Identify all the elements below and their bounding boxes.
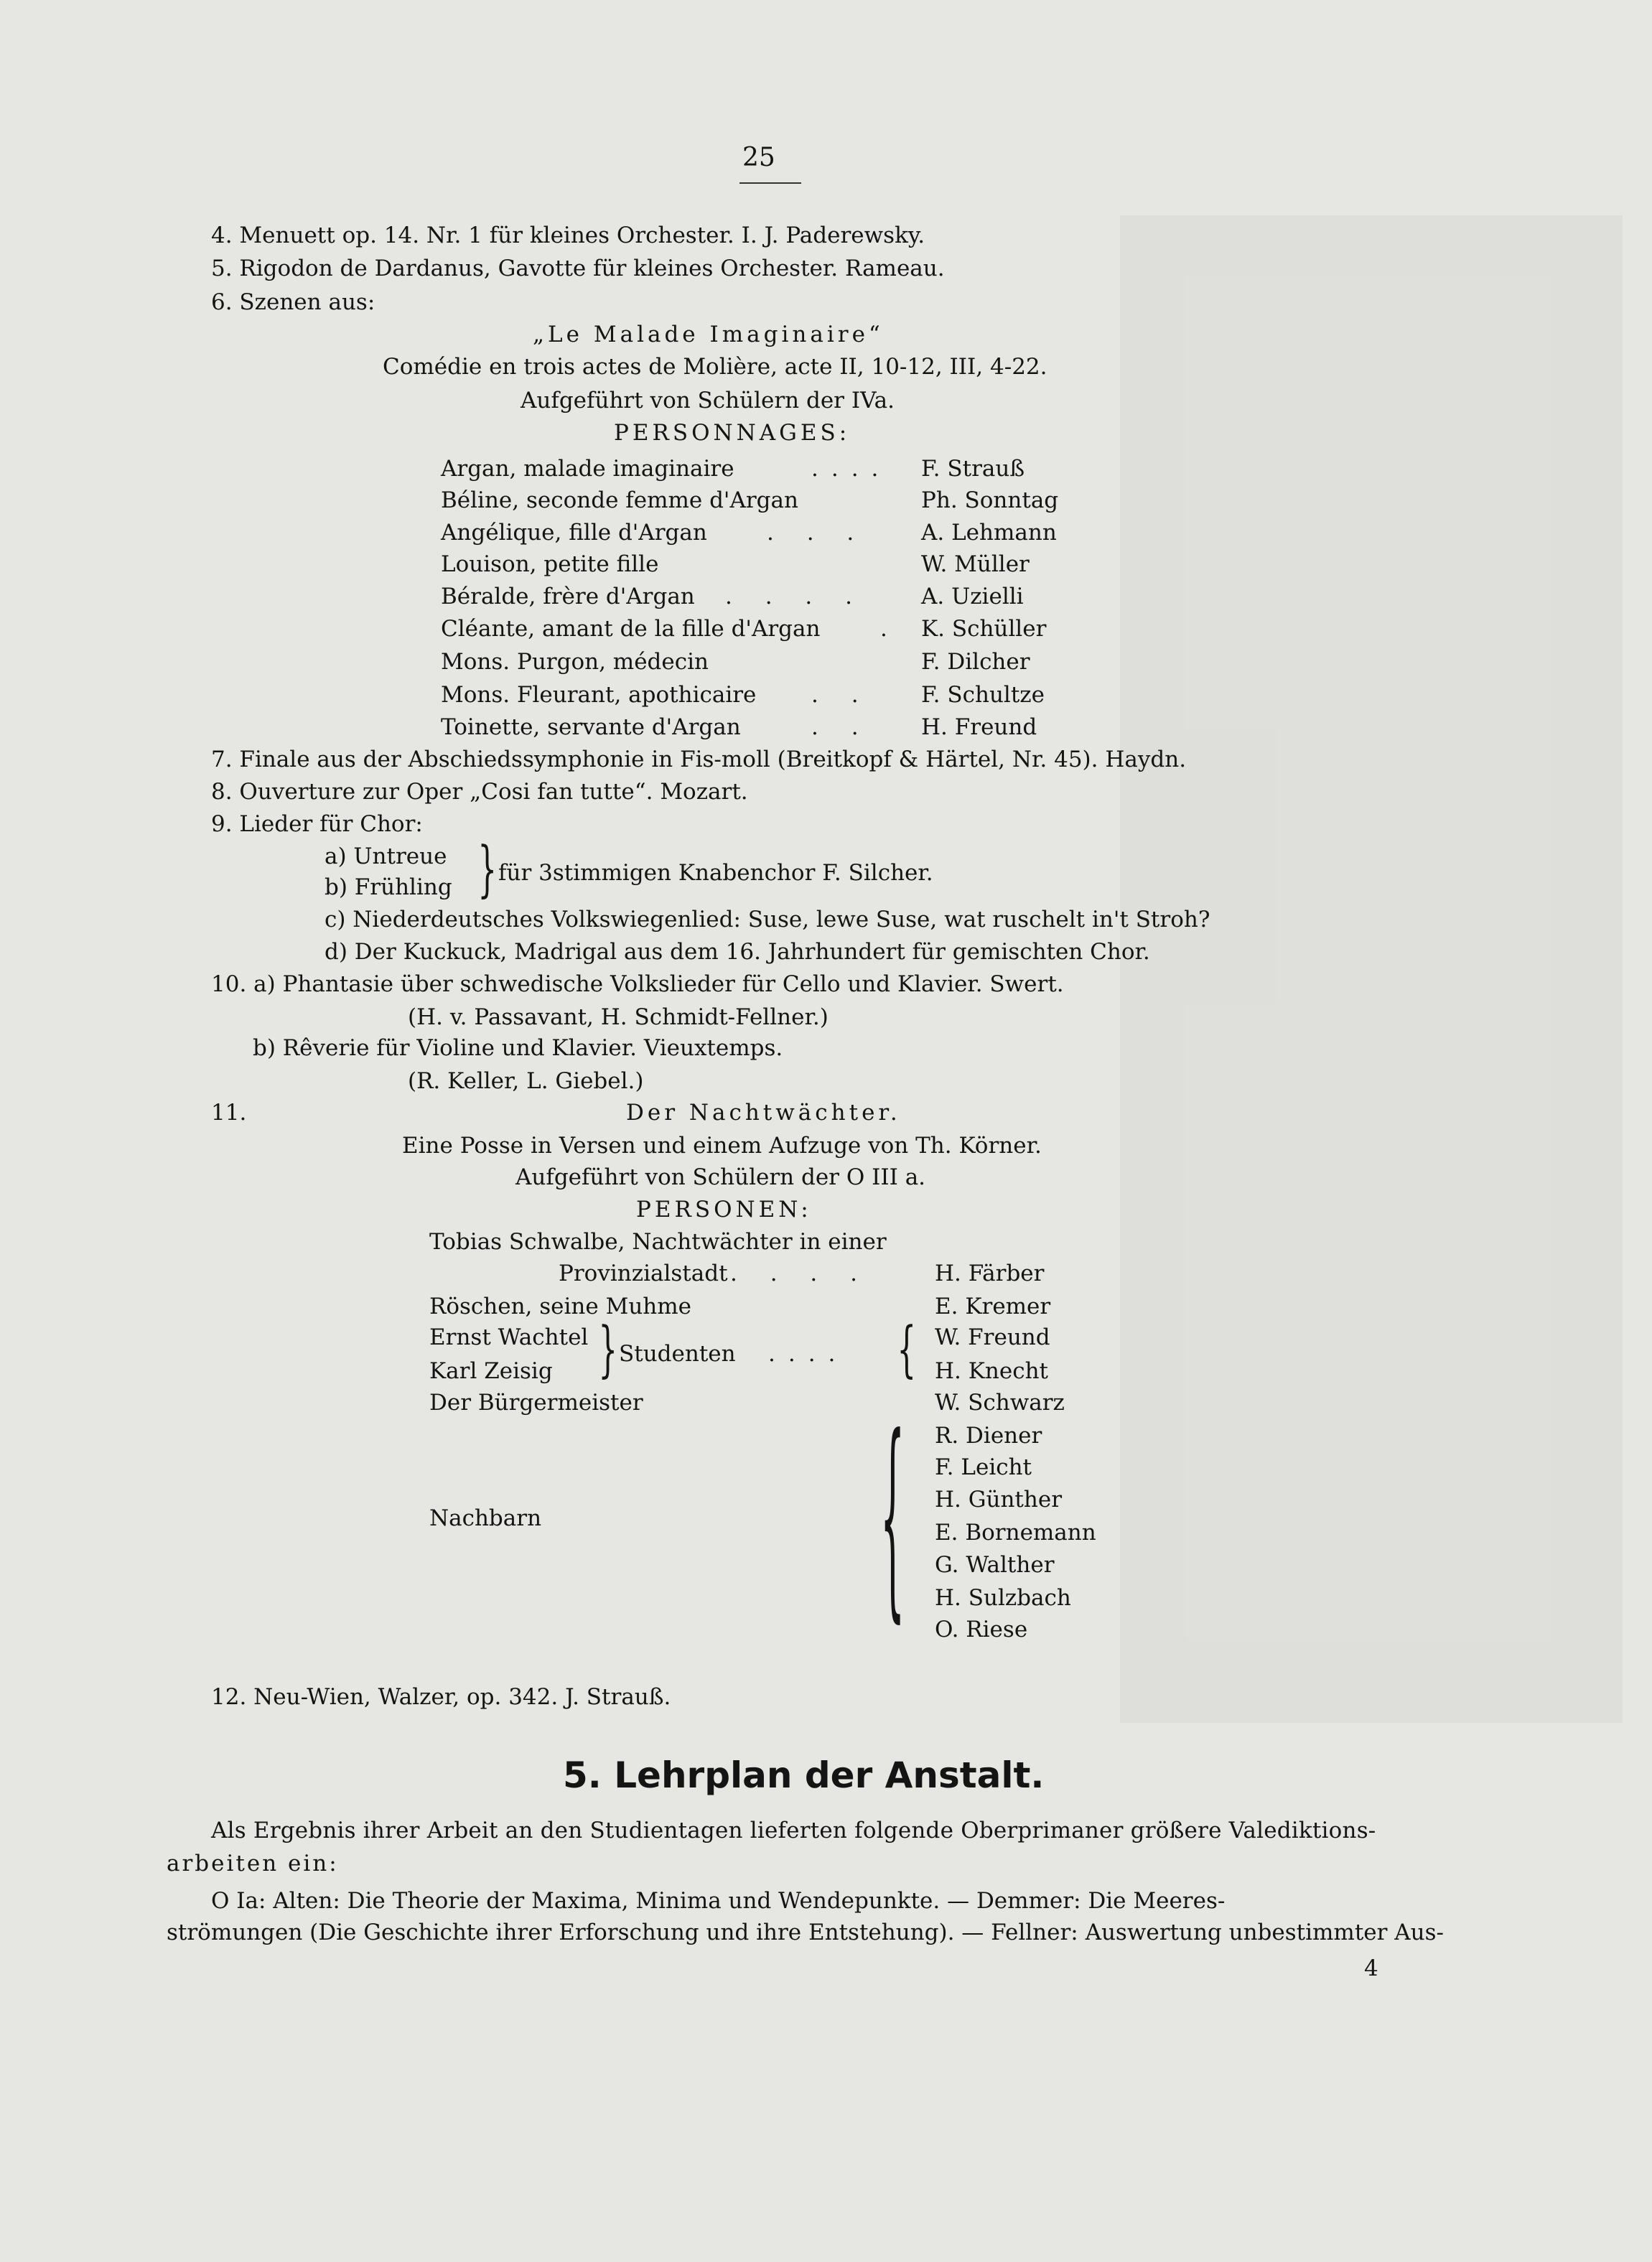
cast-role: Mons. Purgon, médecin bbox=[441, 649, 709, 675]
body-line-3: O Ia: Alten: Die Theorie der Maxima, Minima und Wendepunkte. — Demmer: Die Meeres- bbox=[211, 1888, 1226, 1914]
leader-dots: .... bbox=[811, 456, 892, 482]
leader-dots: . . bbox=[811, 682, 872, 708]
cast-role: Béralde, frère d'Argan bbox=[441, 584, 695, 609]
brace-actors: { bbox=[897, 1314, 917, 1384]
cast-role-roeschen: Röschen, seine Muhme bbox=[429, 1294, 692, 1319]
brace-ab: } bbox=[477, 833, 498, 904]
brace-neighbors: { bbox=[880, 1391, 905, 1641]
leader-dots: . . . . bbox=[730, 1261, 870, 1286]
page-number-rule bbox=[739, 182, 801, 184]
play1-subtitle: Comédie en trois actes de Molière, acte II, 10-12, III, 4-22. bbox=[383, 354, 1047, 380]
cast-role: Argan, malade imaginaire bbox=[441, 456, 734, 482]
cast-role-studenten: Studenten bbox=[619, 1341, 736, 1367]
cast-role: Béline, seconde femme d'Argan bbox=[441, 487, 798, 513]
bleed-through-shading bbox=[1120, 215, 1623, 1723]
cast-role: Louison, petite fille bbox=[441, 551, 659, 577]
neighbor-actor: F. Leicht bbox=[935, 1454, 1032, 1480]
program-item-6: 6. Szenen aus: bbox=[211, 289, 375, 315]
section-heading: 5. Lehrplan der Anstalt. bbox=[563, 1754, 1045, 1796]
program-item-12: 12. Neu-Wien, Walzer, op. 342. J. Strauß. bbox=[211, 1684, 671, 1710]
cast-actor: H. Färber bbox=[935, 1261, 1045, 1286]
body-line-1: Als Ergebnis ihrer Arbeit an den Studientagen lieferten folgende Oberprimaner größere Valediktions- bbox=[211, 1818, 1376, 1843]
play1-title: „Le Malade Imaginaire“ bbox=[533, 322, 884, 347]
neighbor-actor: H. Sulzbach bbox=[935, 1585, 1071, 1611]
song-d: d) Der Kuckuck, Madrigal aus dem 16. Jahrhundert für gemischten Chor. bbox=[325, 939, 1150, 965]
cast-role: Mons. Fleurant, apothicaire bbox=[441, 682, 757, 708]
neighbor-actor: G. Walther bbox=[935, 1552, 1055, 1578]
cast-role: Cléante, amant de la fille d'Argan bbox=[441, 616, 821, 642]
program-item-4: 4. Menuett op. 14. Nr. 1 für kleines Orchester. I. J. Paderewsky. bbox=[211, 223, 925, 248]
brace-studenten: } bbox=[598, 1314, 618, 1384]
program-item-5: 5. Rigodon de Dardanus, Gavotte für kleines Orchester. Rameau. bbox=[211, 256, 945, 281]
cast-role-tobias-cont: Provinzialstadt bbox=[559, 1261, 728, 1286]
page-number: 25 bbox=[742, 143, 775, 172]
cast-role: Toinette, servante d'Argan bbox=[441, 714, 741, 740]
play2-subtitle: Eine Posse in Versen und einem Aufzuge von Th. Körner. bbox=[402, 1133, 1042, 1159]
cast-actor: W. Freund bbox=[935, 1324, 1050, 1350]
leader-dots: . . . bbox=[767, 520, 867, 546]
cast-actor: W. Müller bbox=[921, 551, 1030, 577]
song-c: c) Niederdeutsches Volkswiegenlied: Suse, lewe Suse, wat ruschelt in't Stroh? bbox=[325, 907, 1210, 933]
neighbor-actor: O. Riese bbox=[935, 1617, 1028, 1642]
program-item-10a-performers: (H. v. Passavant, H. Schmidt-Fellner.) bbox=[408, 1004, 829, 1030]
leader-dots: . bbox=[880, 616, 887, 642]
program-item-11-number: 11. bbox=[211, 1100, 247, 1126]
program-item-9: 9. Lieder für Chor: bbox=[211, 811, 423, 837]
cast-actor: Ph. Sonntag bbox=[921, 487, 1059, 513]
cast-actor: F. Schultze bbox=[921, 682, 1045, 708]
program-item-7: 7. Finale aus der Abschiedssymphonie in Fis-moll (Breitkopf & Härtel, Nr. 45). Haydn. bbox=[211, 747, 1187, 772]
play2-title: Der Nachtwächter. bbox=[626, 1100, 901, 1126]
play1-performed: Aufgeführt von Schülern der IVa. bbox=[521, 388, 895, 413]
program-item-10b-performers: (R. Keller, L. Giebel.) bbox=[408, 1068, 644, 1094]
leader-dots: . . . . bbox=[725, 584, 865, 609]
footer-number: 4 bbox=[1364, 1955, 1378, 1981]
cast-actor: A. Lehmann bbox=[921, 520, 1057, 546]
leader-dots: . . bbox=[811, 714, 872, 740]
neighbor-actor: R. Diener bbox=[935, 1423, 1042, 1449]
neighbor-actor: E. Bornemann bbox=[935, 1520, 1096, 1546]
program-item-10a: 10. a) Phantasie über schwedische Volkslieder für Cello und Klavier. Swert. bbox=[211, 971, 1064, 997]
neighbor-actor: H. Günther bbox=[935, 1487, 1063, 1513]
program-item-8: 8. Ouverture zur Oper „Cosi fan tutte“. Mozart. bbox=[211, 779, 748, 805]
body-line-2: arbeiten ein: bbox=[167, 1851, 339, 1877]
cast-actor: F. Strauß bbox=[921, 456, 1025, 482]
play2-cast-heading: PERSONEN: bbox=[636, 1197, 812, 1223]
play1-cast-heading: PERSONNAGES: bbox=[614, 420, 851, 446]
leader-dots: .... bbox=[768, 1341, 849, 1367]
body-line-4: strömungen (Die Geschichte ihrer Erforschung und ihre Entstehung). — Fellner: Auswertung unbestimmter Aus- bbox=[167, 1920, 1445, 1945]
cast-role-tobias: Tobias Schwalbe, Nachtwächter in einer bbox=[429, 1229, 887, 1255]
cast-actor: E. Kremer bbox=[935, 1294, 1051, 1319]
song-a: a) Untreue bbox=[325, 843, 447, 869]
cast-role-nachbarn: Nachbarn bbox=[429, 1505, 542, 1531]
cast-actor: F. Dilcher bbox=[921, 649, 1030, 675]
cast-role-karl: Karl Zeisig bbox=[429, 1358, 553, 1384]
cast-role: Angélique, fille d'Argan bbox=[441, 520, 707, 546]
song-ab-note: für 3stimmigen Knabenchor F. Silcher. bbox=[498, 860, 933, 886]
cast-actor: H. Knecht bbox=[935, 1358, 1048, 1384]
cast-actor: H. Freund bbox=[921, 714, 1037, 740]
cast-actor: W. Schwarz bbox=[935, 1390, 1065, 1416]
cast-role-ernst: Ernst Wachtel bbox=[429, 1324, 589, 1350]
play2-performed: Aufgeführt von Schülern der O III a. bbox=[515, 1164, 926, 1190]
cast-actor: A. Uzielli bbox=[921, 584, 1024, 609]
cast-actor: K. Schüller bbox=[921, 616, 1047, 642]
song-b: b) Frühling bbox=[325, 874, 452, 900]
program-item-10b: b) Rêverie für Violine und Klavier. Vieuxtemps. bbox=[253, 1035, 783, 1061]
cast-role-buergermeister: Der Bürgermeister bbox=[429, 1390, 643, 1416]
